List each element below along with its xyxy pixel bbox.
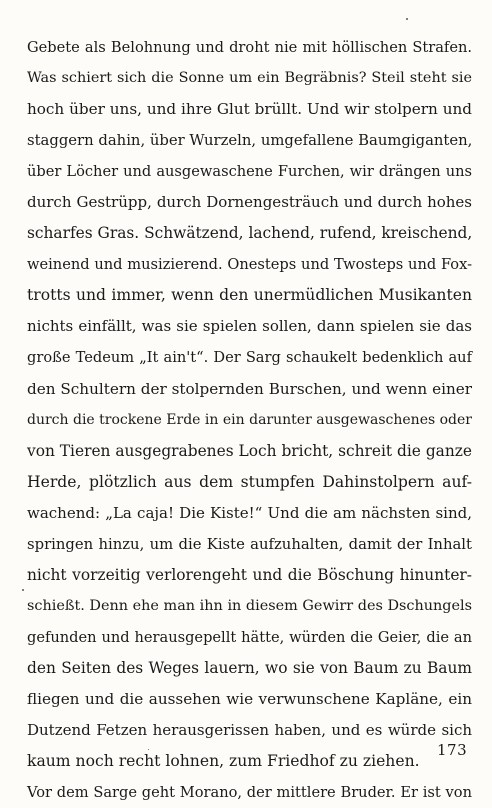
text-line-paragraph-end: kaum noch recht lohnen, zum Friedhof zu ziehen. bbox=[27, 752, 420, 771]
text-line: von Tieren ausgegrabenes Loch bricht, schreit die ganze bbox=[27, 441, 472, 460]
print-speck bbox=[406, 18, 408, 20]
text-line: hoch über uns, und ihre Glut brüllt. Und wir stolpern und bbox=[27, 100, 472, 119]
body-text bbox=[27, 32, 472, 808]
text-line: springen hinzu, um die Kiste aufzuhalten, damit der Inhalt bbox=[27, 535, 472, 553]
text-line: gefunden und herausgepellt hätte, würden die Geier, die an bbox=[27, 628, 472, 646]
text-line: Dutzend Fetzen herausgerissen haben, und es würde sich bbox=[27, 721, 472, 740]
text-line: trotts und immer, wenn den unermüdlichen Musikanten bbox=[27, 286, 472, 305]
page-number: 173 bbox=[437, 741, 468, 759]
text-line: Herde, plötzlich aus dem stumpfen Dahinstolpern auf- bbox=[27, 472, 472, 491]
text-line: durch Gestrüpp, durch Dornengesträuch und durch hohes bbox=[27, 193, 472, 212]
text-line: wachend: „La caja! Die Kiste!“ Und die am nächsten sind, bbox=[27, 503, 472, 522]
text-line: große Tedeum „It ain't“. Der Sarg schaukelt bedenklich auf bbox=[27, 349, 472, 367]
text-line: fliegen und die aussehen wie verwunschene Kapläne, ein bbox=[27, 689, 472, 708]
text-line: durch die trockene Erde in ein darunter ausgewaschenes oder bbox=[27, 411, 472, 428]
text-line: den Schultern der stolpernden Burschen, und wenn einer bbox=[27, 379, 472, 398]
text-line: den Seiten des Weges lauern, wo sie von Baum zu Baum bbox=[27, 658, 472, 677]
text-line: Was schiert sich die Sonne um ein Begräbnis? Steil steht sie bbox=[27, 70, 472, 87]
print-speck bbox=[22, 589, 24, 591]
text-line: weinend und musizierend. Onesteps und Twosteps und Fox- bbox=[27, 256, 472, 274]
text-line: staggern dahin, über Wurzeln, umgefallene Baumgiganten, bbox=[27, 132, 473, 150]
text-line: scharfes Gras. Schwätzend, lachend, rufend, kreischend, bbox=[27, 224, 473, 243]
text-line: über Löcher und ausgewaschene Furchen, wir drängen uns bbox=[27, 163, 472, 181]
text-line: nichts einfällt, was sie spielen sollen, dann spielen sie das bbox=[27, 317, 472, 336]
text-line: schießt. Denn ehe man ihn in diesem Gewirr des Dschungels bbox=[27, 597, 472, 614]
text-line-paragraph-start: Vor dem Sarge geht Morano, der mittlere Bruder. Er ist von bbox=[27, 784, 472, 802]
text-line: Gebete als Belohnung und droht nie mit höllischen Strafen. bbox=[27, 39, 472, 56]
text-line: nicht vorzeitig verlorengeht und die Böschung hinunter- bbox=[27, 565, 472, 584]
